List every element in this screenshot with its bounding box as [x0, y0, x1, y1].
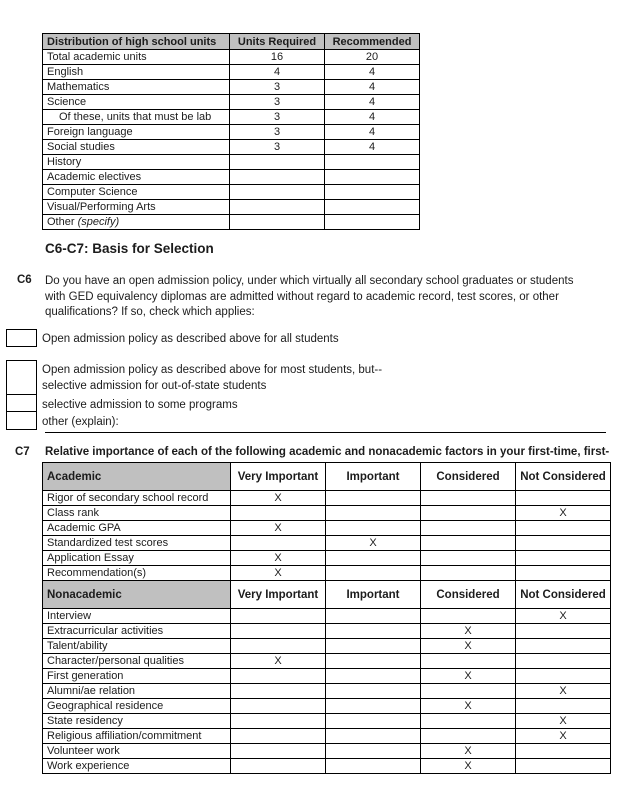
c7-empty-cell: [421, 684, 516, 699]
c7-factor-label: Extracurricular activities: [43, 624, 231, 639]
c7-empty-cell: [231, 536, 326, 551]
hs-units-header-recommended: Recommended: [325, 34, 420, 50]
academic-header-row: [43, 463, 611, 491]
other-explain-label: other (explain):: [42, 416, 119, 428]
c7-mark-cell: X: [326, 536, 421, 551]
c7-mark-cell: X: [516, 684, 611, 699]
c7-mark-cell: X: [516, 506, 611, 521]
c7-factor-label: State residency: [43, 714, 231, 729]
c7-factor-row: [43, 639, 611, 654]
c7-factor-row: [43, 624, 611, 639]
c7-factor-row: [43, 744, 611, 759]
col-important: Important: [326, 463, 421, 491]
c7-factor-row: [43, 714, 611, 729]
col-important: Important: [326, 581, 421, 609]
hs-units-row-label: Academic electives: [43, 170, 230, 185]
c7-empty-cell: [421, 566, 516, 581]
c7-factor-row: [43, 536, 611, 551]
c7-mark-cell: X: [421, 624, 516, 639]
c7-empty-cell: [516, 624, 611, 639]
section-heading: C6-C7: Basis for Selection: [45, 241, 214, 256]
col-considered: Considered: [421, 463, 516, 491]
hs-units-row-label: Of these, units that must be lab: [43, 110, 230, 125]
c7-factor-label: Application Essay: [43, 551, 231, 566]
c7-empty-cell: [516, 536, 611, 551]
c7-empty-cell: [231, 729, 326, 744]
c7-empty-cell: [421, 491, 516, 506]
hs-units-required-value: 3: [230, 110, 325, 125]
hs-units-required-value: [230, 185, 325, 200]
c7-mark-cell: X: [231, 566, 326, 581]
hs-units-required-value: 3: [230, 95, 325, 110]
c7-empty-cell: [326, 521, 421, 536]
hs-units-recommended-value: 4: [325, 140, 420, 155]
c7-mark-cell: X: [231, 491, 326, 506]
hs-units-row: [43, 215, 420, 230]
nonacademic-header-row: [43, 581, 611, 609]
hs-units-header-distribution: Distribution of high school units: [43, 34, 230, 50]
hs-units-recommended-value: [325, 215, 420, 230]
c7-factor-row: [43, 759, 611, 774]
hs-units-required-value: [230, 170, 325, 185]
c7-empty-cell: [231, 609, 326, 624]
c7-factor-label: Talent/ability: [43, 639, 231, 654]
c7-empty-cell: [421, 506, 516, 521]
c7-mark-cell: X: [231, 551, 326, 566]
c7-empty-cell: [516, 654, 611, 669]
c7-empty-cell: [326, 491, 421, 506]
c7-empty-cell: [231, 699, 326, 714]
c7-factor-label: Standardized test scores: [43, 536, 231, 551]
c7-empty-cell: [326, 654, 421, 669]
col-very-important: Very Important: [231, 463, 326, 491]
hs-units-row: [43, 200, 420, 215]
hs-units-row: [43, 170, 420, 185]
c7-factors-table: [42, 462, 611, 774]
selective-some-programs-checkbox[interactable]: [6, 394, 37, 412]
c7-empty-cell: [231, 639, 326, 654]
hs-units-header-row: [43, 34, 420, 50]
hs-units-recommended-value: 4: [325, 65, 420, 80]
hs-units-row-label: English: [43, 65, 230, 80]
open-admission-most-label: [42, 362, 382, 394]
c7-factor-row: [43, 729, 611, 744]
hs-units-recommended-value: 20: [325, 50, 420, 65]
c7-empty-cell: [516, 699, 611, 714]
hs-units-required-value: [230, 215, 325, 230]
c7-empty-cell: [421, 729, 516, 744]
c7-empty-cell: [326, 699, 421, 714]
c7-empty-cell: [421, 521, 516, 536]
c7-factor-label: Class rank: [43, 506, 231, 521]
c7-factor-row: [43, 654, 611, 669]
c7-empty-cell: [516, 639, 611, 654]
open-admission-most-checkbox[interactable]: [6, 360, 37, 395]
col-not-considered: Not Considered: [516, 463, 611, 491]
hs-units-recommended-value: [325, 200, 420, 215]
hs-units-recommended-value: 4: [325, 110, 420, 125]
c7-factor-row: [43, 609, 611, 624]
hs-units-row: [43, 185, 420, 200]
c7-factor-label: Character/personal qualities: [43, 654, 231, 669]
c7-empty-cell: [516, 669, 611, 684]
c7-empty-cell: [516, 759, 611, 774]
c7-empty-cell: [421, 609, 516, 624]
hs-units-table: [42, 33, 420, 230]
c7-mark-cell: X: [421, 759, 516, 774]
hs-units-row: [43, 110, 420, 125]
hs-units-recommended-value: 4: [325, 95, 420, 110]
c7-empty-cell: [326, 609, 421, 624]
hs-units-row: [43, 140, 420, 155]
hs-units-row: [43, 80, 420, 95]
c7-factor-row: [43, 566, 611, 581]
c7-factor-label: Interview: [43, 609, 231, 624]
c7-empty-cell: [516, 744, 611, 759]
c7-factor-row: [43, 506, 611, 521]
c7-factor-label: First generation: [43, 669, 231, 684]
hs-units-required-value: 3: [230, 125, 325, 140]
c7-heading: Relative importance of each of the following academic and nonacademic factors in your first-time, first-: [45, 446, 610, 458]
c7-empty-cell: [231, 684, 326, 699]
selective-some-programs-label: selective admission to some programs: [42, 399, 238, 411]
c7-empty-cell: [326, 759, 421, 774]
c7-empty-cell: [231, 714, 326, 729]
c7-factor-row: [43, 699, 611, 714]
c7-factor-label: Alumni/ae relation: [43, 684, 231, 699]
c7-empty-cell: [231, 759, 326, 774]
c7-empty-cell: [516, 551, 611, 566]
c7-mark-cell: X: [421, 744, 516, 759]
hs-units-row-label: Science: [43, 95, 230, 110]
hs-units-required-value: 4: [230, 65, 325, 80]
c7-empty-cell: [421, 654, 516, 669]
c7-factor-label: Work experience: [43, 759, 231, 774]
c7-empty-cell: [516, 491, 611, 506]
c7-factor-label: Academic GPA: [43, 521, 231, 536]
c7-empty-cell: [326, 566, 421, 581]
c7-empty-cell: [326, 684, 421, 699]
c7-empty-cell: [231, 506, 326, 521]
c7-factor-row: [43, 684, 611, 699]
hs-units-row: [43, 65, 420, 80]
c7-mark-cell: X: [231, 654, 326, 669]
c7-empty-cell: [326, 729, 421, 744]
c7-question-label: C7: [15, 446, 30, 458]
hs-units-recommended-value: [325, 155, 420, 170]
c7-empty-cell: [326, 506, 421, 521]
col-considered: Considered: [421, 581, 516, 609]
c7-empty-cell: [516, 566, 611, 581]
c7-mark-cell: X: [516, 729, 611, 744]
hs-units-required-value: 3: [230, 140, 325, 155]
hs-units-row: [43, 50, 420, 65]
hs-units-recommended-value: [325, 170, 420, 185]
c7-empty-cell: [231, 624, 326, 639]
c7-mark-cell: X: [421, 699, 516, 714]
c7-factor-label: Rigor of secondary school record: [43, 491, 231, 506]
c7-factor-row: [43, 491, 611, 506]
hs-units-required-value: 3: [230, 80, 325, 95]
hs-units-recommended-value: [325, 185, 420, 200]
nonacademic-section-header: Nonacademic: [43, 581, 231, 609]
academic-section-header: Academic: [43, 463, 231, 491]
c7-empty-cell: [326, 744, 421, 759]
hs-units-required-value: [230, 200, 325, 215]
hs-units-row-label: Computer Science: [43, 185, 230, 200]
hs-units-row-label: Total academic units: [43, 50, 230, 65]
c6-question-text: Do you have an open admission policy, under which virtually all secondary school graduates or students with GED equivalency diplomas are admitted without regard to academic record, test scores, or other qualifications? If so, check which applies:: [45, 275, 574, 318]
hs-units-row-label: Foreign language: [43, 125, 230, 140]
c7-empty-cell: [231, 669, 326, 684]
c7-mark-cell: X: [421, 639, 516, 654]
c7-factor-label: Geographical residence: [43, 699, 231, 714]
c7-factor-row: [43, 521, 611, 536]
col-very-important: Very Important: [231, 581, 326, 609]
hs-units-required-value: 16: [230, 50, 325, 65]
c7-empty-cell: [326, 624, 421, 639]
open-admission-all-label: Open admission policy as described above for all students: [42, 333, 339, 345]
c6-question-label: C6: [17, 274, 32, 286]
c7-empty-cell: [421, 536, 516, 551]
c7-factor-label: Recommendation(s): [43, 566, 231, 581]
hs-units-row-label: Other (specify): [43, 215, 230, 230]
hs-units-row: [43, 125, 420, 140]
hs-units-row-label-italic: (specify): [74, 216, 120, 228]
c7-empty-cell: [326, 551, 421, 566]
hs-units-row-label: Visual/Performing Arts: [43, 200, 230, 215]
c7-empty-cell: [326, 714, 421, 729]
open-admission-most-label-line1: Open admission policy as described above for most students, but--: [42, 364, 383, 376]
other-explain-checkbox[interactable]: [6, 411, 37, 430]
c7-empty-cell: [421, 551, 516, 566]
open-admission-most-label-line2: selective admission for out-of-state students: [42, 380, 267, 392]
c7-factor-row: [43, 551, 611, 566]
hs-units-recommended-value: 4: [325, 80, 420, 95]
c7-empty-cell: [421, 714, 516, 729]
hs-units-row-label: Mathematics: [43, 80, 230, 95]
hs-units-required-value: [230, 155, 325, 170]
c7-empty-cell: [326, 639, 421, 654]
hs-units-header-required: Units Required: [230, 34, 325, 50]
hs-units-row: [43, 155, 420, 170]
c7-factor-label: Religious affiliation/commitment: [43, 729, 231, 744]
open-admission-all-checkbox[interactable]: [6, 329, 37, 347]
hs-units-row: [43, 95, 420, 110]
c7-empty-cell: [516, 521, 611, 536]
c7-empty-cell: [231, 744, 326, 759]
c7-empty-cell: [326, 669, 421, 684]
c7-factor-label: Volunteer work: [43, 744, 231, 759]
c7-mark-cell: X: [516, 609, 611, 624]
c7-mark-cell: X: [421, 669, 516, 684]
hs-units-row-label: History: [43, 155, 230, 170]
hs-units-recommended-value: 4: [325, 125, 420, 140]
c7-mark-cell: X: [231, 521, 326, 536]
c7-mark-cell: X: [516, 714, 611, 729]
col-not-considered: Not Considered: [516, 581, 611, 609]
other-explain-blank-line: [45, 432, 606, 433]
hs-units-row-label: Social studies: [43, 140, 230, 155]
c7-factor-row: [43, 669, 611, 684]
